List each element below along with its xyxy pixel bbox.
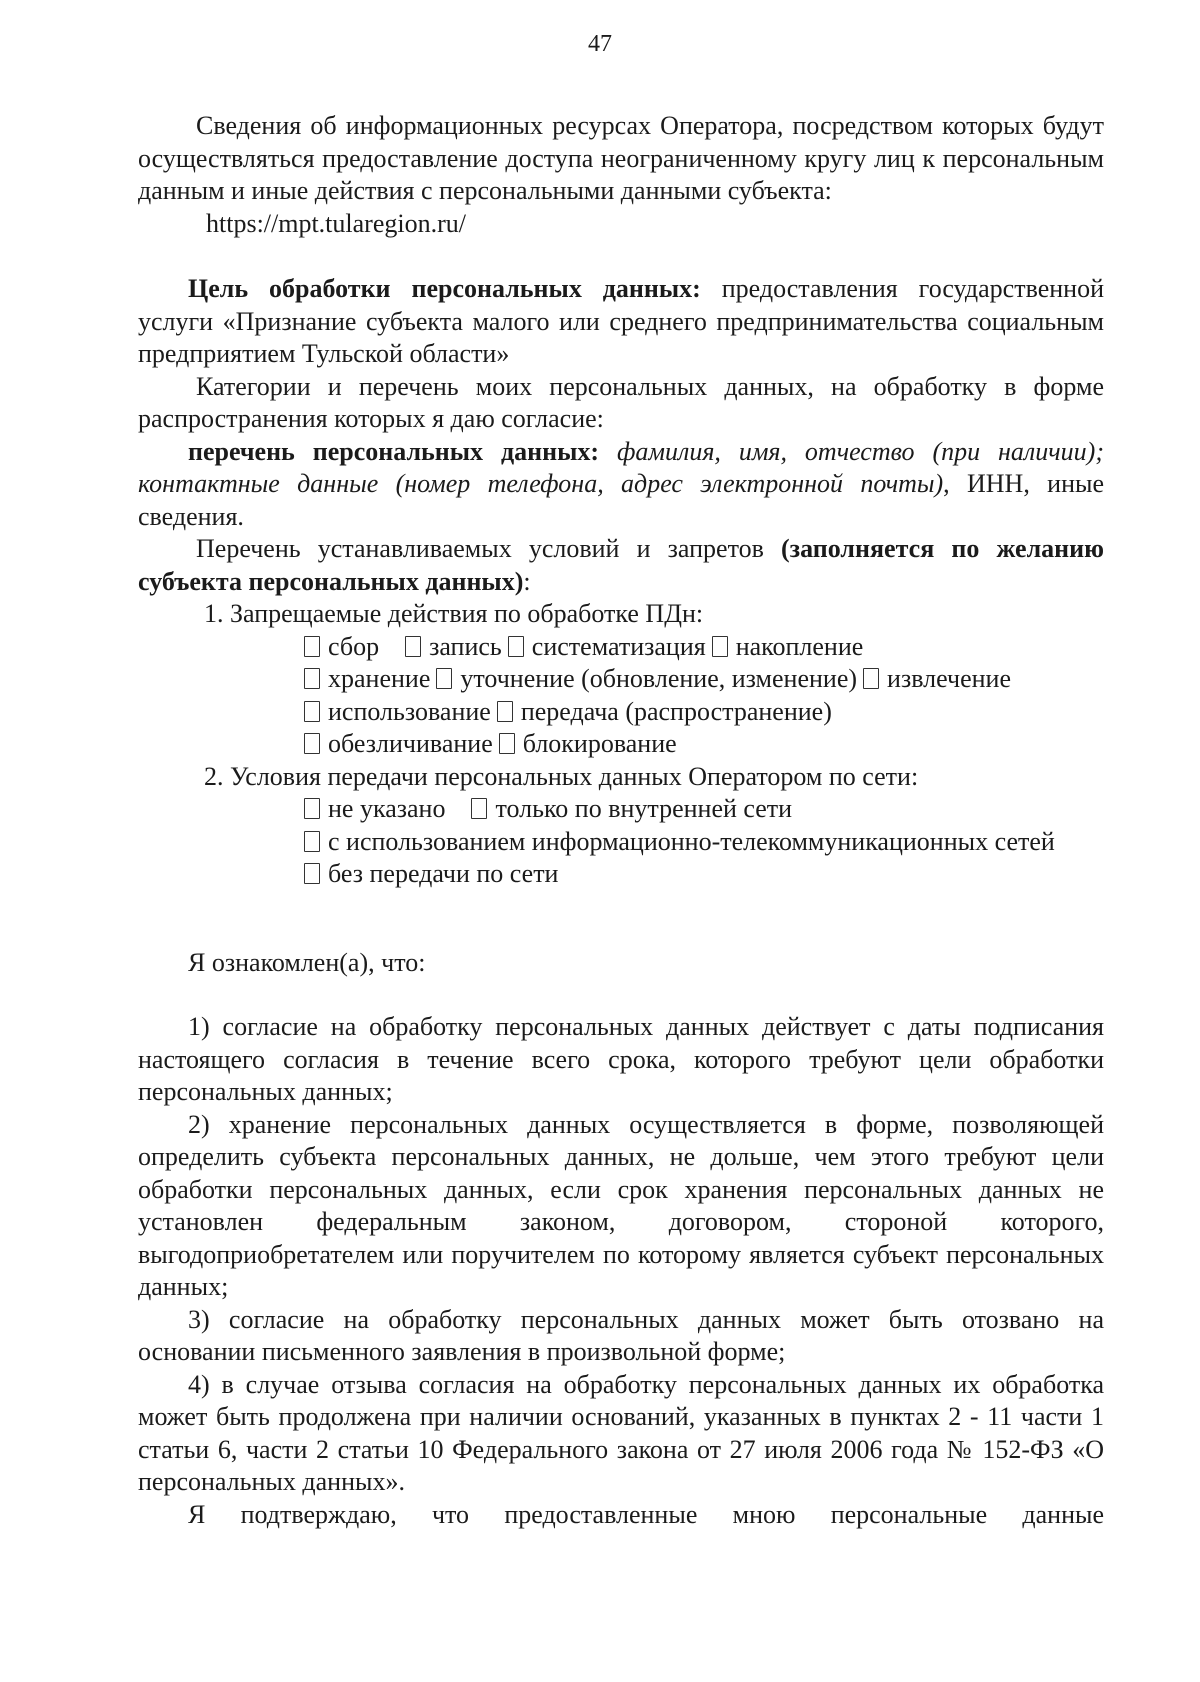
pd-list-italic: фамилия, имя, отчество (при наличии); контактные данные (номер телефона, адрес электронной почты) [138, 436, 1104, 498]
purpose-label: Цель обработки персональных данных: [188, 274, 701, 303]
section1-row-4 [138, 728, 1104, 761]
conditions-tail: : [523, 566, 531, 596]
checkbox-no-transfer[interactable] [304, 863, 320, 884]
checkbox-storage[interactable] [304, 668, 320, 689]
label-extraction: извлечение [887, 664, 1012, 693]
checkbox-telecom[interactable] [304, 831, 320, 852]
info-resources-paragraph: Сведения об информационных ресурсах Оператора, посредством которых будут осуществляться предоставление доступа неограниченному кругу лиц к персональным данным и иные действия с персональными данными субъекта: [138, 111, 1104, 205]
checkbox-systematization[interactable] [508, 636, 524, 657]
checkbox-depersonalization[interactable] [304, 733, 320, 754]
label-accumulation: накопление [735, 631, 864, 661]
document-body [138, 110, 1104, 1531]
label-telecom: с использованием информационно-телекоммуникационных сетей [328, 826, 1055, 856]
operator-url[interactable]: https://mpt.tularegion.ru/ [206, 208, 466, 238]
label-internal-only: только по внутренней сети [495, 794, 793, 823]
section2-row-2 [138, 826, 1104, 859]
categories-paragraph: Категории и перечень моих персональных данных, на обработку в форме распространения которых я даю согласие: [138, 371, 1104, 433]
section2-title: 2. Условия передачи персональных данных Оператором по сети: [204, 761, 919, 791]
checkbox-extraction[interactable] [863, 668, 879, 689]
checkbox-collection[interactable] [304, 636, 320, 657]
page-number: 47 [588, 31, 612, 57]
label-no-transfer: без передачи по сети [328, 859, 559, 888]
section2-row-3 [138, 858, 1104, 891]
label-depersonalization: обезличивание [328, 729, 493, 758]
item-3: 3) согласие на обработку персональных данных может быть отозвано на основании письменного заявления в произвольной форме; [138, 1304, 1104, 1366]
section1-row-1 [138, 631, 1104, 664]
checkbox-clarification[interactable] [436, 668, 452, 689]
item-2: 2) хранение персональных данных осуществляется в форме, позволяющей определить субъекта персональных данных, не дольше, чем этого требуют цели обработки персональных данных, если срок хранения персональных данных не установлен федеральным законом, договором, стороной которого, выгодоприобретателем или поручителем по которому является субъект персональных данных; [138, 1109, 1104, 1301]
label-blocking: блокирование [522, 729, 677, 758]
section1-row-3 [138, 696, 1104, 729]
label-storage: хранение [328, 664, 431, 693]
pd-list-rest: , ИНН, иные сведения. [138, 469, 1104, 531]
label-transfer: передача (распространение) [520, 696, 832, 726]
purpose-paragraph [138, 273, 1104, 371]
label-not-specified: не указано [328, 794, 446, 823]
checkbox-internal-only[interactable] [471, 798, 487, 819]
pd-list-label: перечень персональных данных: [188, 436, 600, 466]
label-clarification: уточнение (обновление, изменение) [460, 664, 858, 693]
checkbox-not-specified[interactable] [304, 798, 320, 819]
checkbox-use[interactable] [304, 701, 320, 722]
acknowledged-heading: Я ознакомлен(а), что: [188, 947, 426, 977]
section2-row-1 [138, 793, 1104, 826]
checkbox-recording[interactable] [405, 636, 421, 657]
label-use: использование [328, 696, 491, 726]
conditions-paragraph [138, 533, 1104, 598]
conditions-bold: (заполняется по желанию субъекта персональных данных) [138, 534, 1105, 596]
checkbox-accumulation[interactable] [712, 636, 728, 657]
label-recording: запись [429, 631, 502, 661]
section1-row-2 [138, 663, 1104, 696]
pd-list-paragraph [138, 436, 1104, 534]
section1-title: 1. Запрещаемые действия по обработке ПДн: [204, 599, 704, 628]
item-4: 4) в случае отзыва согласия на обработку персональных данных их обработка может быть продолжена при наличии оснований, указанных в пунктах 2 - 11 части 1 статьи 6, части 2 статьи 10 Федерального закона от 27 июля 2006 года № 152-ФЗ «О персональных данных». [138, 1369, 1104, 1496]
conditions-text: Перечень устанавливаемых условий и запретов [196, 534, 782, 563]
checkbox-transfer[interactable] [497, 701, 513, 722]
purpose-text: предоставления государственной услуги «Признание субъекта малого или среднего предпринимательства социальным предприятием Тульской области» [138, 274, 1104, 368]
label-collection: сбор [328, 631, 380, 661]
confirm-paragraph: Я подтверждаю, что предоставленные мною персональные данные [188, 1499, 1104, 1529]
label-systematization: систематизация [531, 631, 706, 661]
checkbox-blocking[interactable] [499, 733, 515, 754]
item-1: 1) согласие на обработку персональных данных действует с даты подписания настоящего согласия в течение всего срока, которого требуют цели обработки персональных данных; [138, 1012, 1104, 1106]
